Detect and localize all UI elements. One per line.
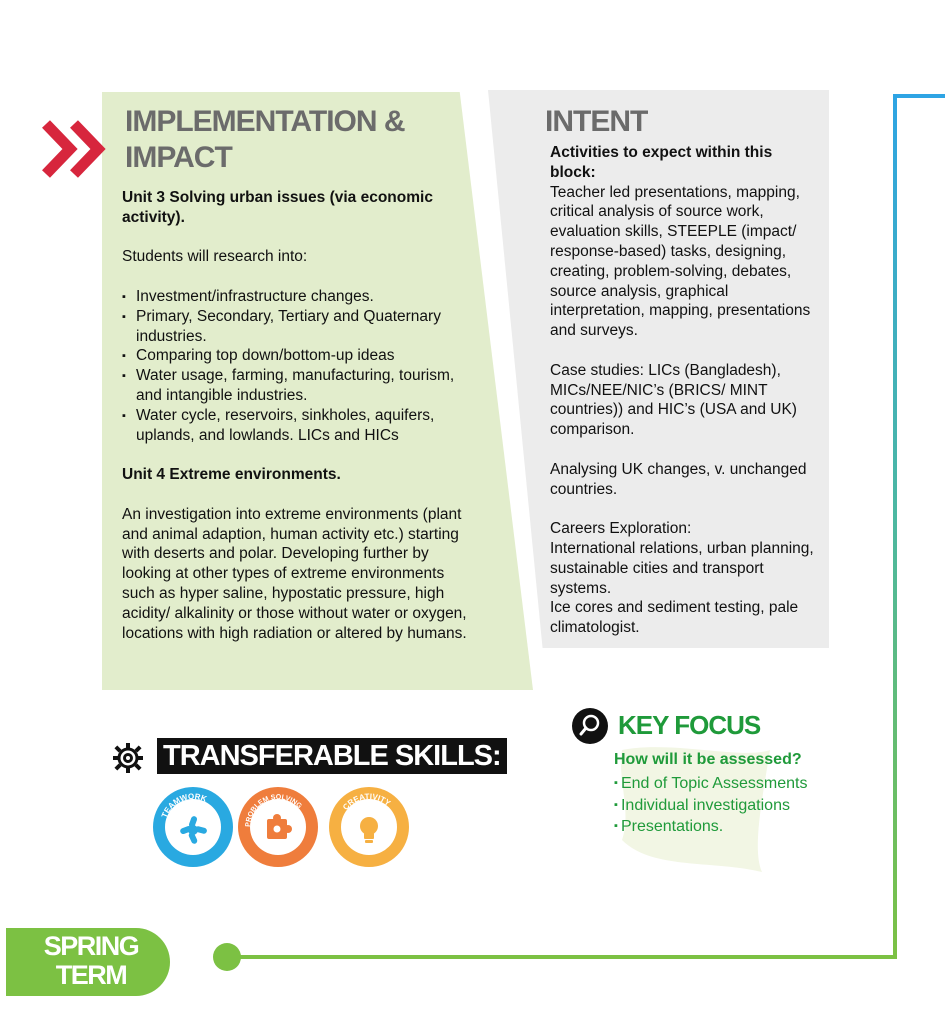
careers-heading: Careers Exploration: [550,520,692,538]
intent-body [550,143,818,638]
double-chevron-icon [40,116,108,182]
route-line-horizontal [228,955,897,959]
term-label-line-2: TERM [55,960,127,990]
list-item: ▪ Individual investigations [614,795,807,817]
creativity-badge [328,786,410,868]
term-label [36,932,146,990]
badge-label: CREATIVITY [341,791,393,812]
transferable-skills-label: TRANSFERABLE SKILLS: [157,738,507,774]
activities-text: Teacher led presentations, mapping, critical analysis of source work, evaluation skills, STEEPLE (impact/ response-based) tasks, designing, creating, problem-solving, debates, source analysis, graphical interpretation, mapping, presentations and surveys. [550,183,811,340]
key-focus-title: KEY FOCUS [618,710,761,740]
careers-line-1: International relations, urban planning, sustainable cities and transport systems. [550,539,814,597]
unit4-heading: Unit 4 Extreme environments. [122,466,341,484]
implementation-body [122,188,467,643]
intent-title: INTENT [545,105,648,138]
activities-heading: Activities to expect within this block: [550,144,773,181]
assessment-list [614,773,807,838]
research-intro: Students will research into: [122,248,308,266]
unit3-heading: Unit 3 Solving urban issues (via economic activity). [122,189,433,226]
route-line-vertical [893,94,897,958]
uk-changes-text: Analysing UK changes, v. unchanged countries. [550,460,807,498]
badge-label: PROBLEM SOLVING [244,793,303,828]
list-item: ▪ Investment/infrastructure changes. [136,287,467,307]
list-item: ▪ End of Topic Assessments [614,773,807,795]
case-studies-text: Case studies: LICs (Bangladesh), MICs/NEE/NIC’s (BRICS/ MINT countries)) and HIC’s (USA and UK) comparison. [550,361,797,439]
route-line-top [893,94,945,98]
list-item: ▪ Presentations. [614,816,807,838]
unit4-text: An investigation into extreme environments (plant and animal adaption, human activity etc.) starting with deserts and polar. Developing further by looking at other types of extreme environments such as hyper saline, hypostatic pressure, high acidity/ alkalinity or those without water or oxygen, locations with high radiation or altered by humans. [122,505,467,642]
research-list [122,287,467,445]
term-label-line-1: SPRING [43,931,139,961]
list-item: ▪ Water usage, farming, manufacturing, tourism, and intangible industries. [136,366,467,406]
problem-solving-badge [237,786,319,868]
list-item: ▪ Water cycle, reservoirs, sinkholes, aquifers, uplands, and lowlands. LICs and HICs [136,406,467,446]
route-dot [213,943,241,971]
list-item: ▪ Primary, Secondary, Tertiary and Quaternary industries. [136,307,467,347]
key-focus-subtitle: How will it be assessed? [614,751,802,768]
magnifier-icon [572,708,608,744]
gear-icon [112,742,144,774]
list-item: ▪ Comparing top down/bottom-up ideas [136,346,467,366]
careers-line-2: Ice cores and sediment testing, pale climatologist. [550,599,799,637]
implementation-title: IMPLEMENTATION & IMPACT [125,105,405,174]
teamwork-badge [152,786,234,868]
badge-label: TEAMWORK [159,791,208,820]
